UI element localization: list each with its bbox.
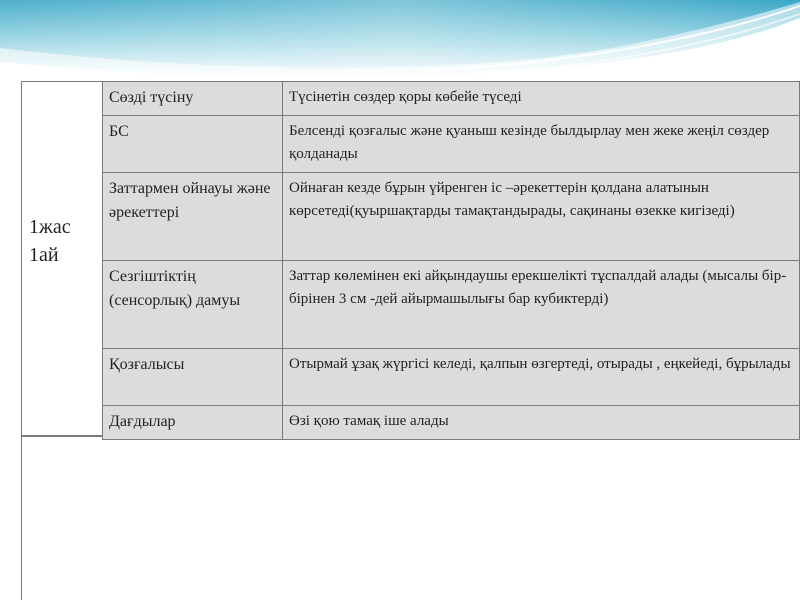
row-description: Белсенді қозғалыс және қуаныш кезінде былдырлау мен жеке жеңіл сөздер қолданады xyxy=(283,116,800,173)
table-row xyxy=(103,116,800,173)
table-row xyxy=(103,406,800,440)
row-label: Қозғалысы xyxy=(103,349,283,406)
row-label: Заттармен ойнауы және әрекеттері xyxy=(103,173,283,261)
row-description: Отырмай ұзақ жүргісі келеді, қалпын өзгертеді, отырады , еңкейеді, бұрылады xyxy=(283,349,800,406)
row-description: Өзі қою тамақ іше алады xyxy=(283,406,800,440)
row-description: Заттар көлемінен екі айқындаушы ерекшелікті тұспалдай алады (мысалы бір-бірінен 3 см -дей айырмашылығы бар кубиктерді) xyxy=(283,261,800,349)
row-label: Сөзді түсіну xyxy=(103,82,283,116)
table-row xyxy=(103,173,800,261)
age-label xyxy=(29,213,103,269)
table-row xyxy=(103,349,800,406)
row-description: Түсінетін сөздер қоры көбейе түседі xyxy=(283,82,800,116)
age-months: 1ай xyxy=(29,244,59,266)
row-label: Сезгіштіктің (сенсорлық) дамуы xyxy=(103,261,283,349)
table-row xyxy=(103,82,800,116)
table-row xyxy=(103,261,800,349)
header-wave-decoration xyxy=(0,0,800,80)
age-years: 1жас xyxy=(29,216,71,238)
row-label: БС xyxy=(103,116,283,173)
development-table xyxy=(102,81,800,440)
row-description: Ойнаған кезде бұрын үйренген іс –әрекеттерін қолдана алатынын көрсетеді(қуыршақтарды тамақтандырады, сақинаны өзекке кигізеді) xyxy=(283,173,800,261)
row-label: Дағдылар xyxy=(103,406,283,440)
